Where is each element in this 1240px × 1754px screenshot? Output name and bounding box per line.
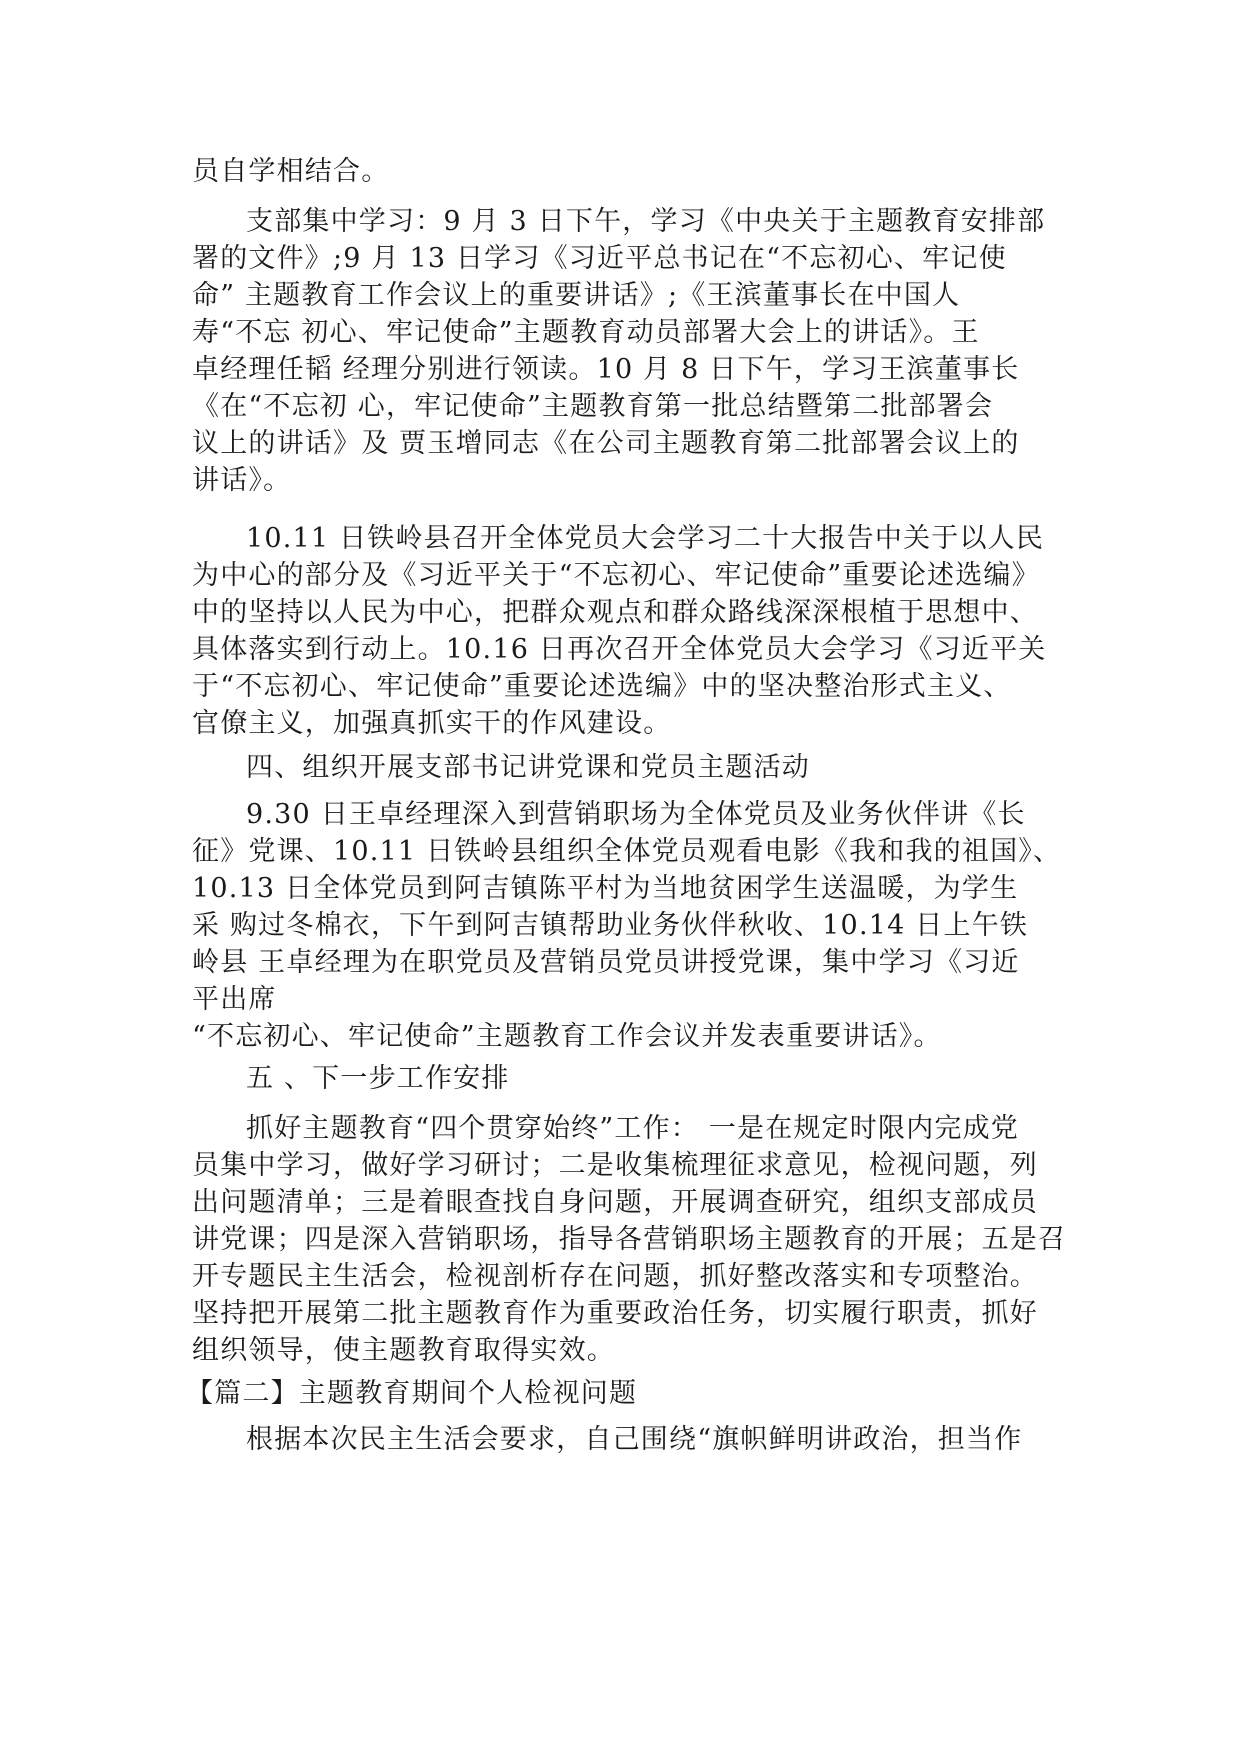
- paragraph-first-line: 根据本次民主生活会要求，自己围绕“旗帜鲜明讲政治，担当作: [246, 1424, 1023, 1455]
- text-line: 卓经理任韬 经理分别进行领读。10 月 8 日下午，学习王滨董事长: [192, 354, 1020, 385]
- text-line: 具体落实到行动上。10.16 日再次召开全体党员大会学习《习近平关: [192, 634, 1047, 665]
- text-line: 征》党课、10.11 日铁岭县组织全体党员观看电影《我和我的祖国》、: [192, 836, 1062, 867]
- text-line: 员集中学习，做好学习研讨；二是收集梳理征求意见，检视问题，列: [192, 1150, 1038, 1181]
- text-line: 官僚主义，加强真抓实干的作风建设。: [192, 708, 672, 739]
- text-line: 采 购过冬棉衣，下午到阿吉镇帮助业务伙伴秋收、10.14 日上午铁: [192, 910, 1029, 941]
- text-line: 组织领导，使主题教育取得实效。: [192, 1335, 615, 1366]
- text-line: 议上的讲话》及 贾玉增同志《在公司主题教育第二批部署会议上的: [192, 428, 1020, 459]
- paragraph-first-line: 10.11 日铁岭县召开全体党员大会学习二十大报告中关于以人民: [246, 523, 1045, 554]
- text-line: 开专题民主生活会，检视剖析存在问题，抓好整改落实和专项整治。: [192, 1261, 1038, 1292]
- text-line: 中的坚持以人民为中心，把群众观点和群众路线深深根植于思想中、: [192, 597, 1038, 628]
- text-line: 于“不忘初心、牢记使命”重要论述选编》中的坚决整治形式主义、: [192, 671, 1012, 702]
- section-heading: 五 、下一步工作安排: [246, 1063, 510, 1094]
- text-line: 岭县 王卓经理为在职党员及营销员党员讲授党课，集中学习《习近: [192, 947, 1020, 978]
- paragraph-first-line: 抓好主题教育“四个贯穿始终”工作： 一是在规定时限内完成党: [246, 1113, 1019, 1144]
- text-line: 为中心的部分及《习近平关于“不忘初心、牢记使命”重要论述选编》: [192, 560, 1040, 591]
- paragraph-first-line: 支部集中学习：9 月 3 日下午，学习《中央关于主题教育安排部: [246, 206, 1046, 237]
- text-line: 讲党课；四是深入营销职场，指导各营销职场主题教育的开展；五是召: [192, 1224, 1067, 1255]
- text-line: 署的文件》;9 月 13 日学习《习近平总书记在“不忘初心、牢记使: [192, 243, 1007, 274]
- section-title: 【篇二】主题教育期间个人检视问题: [186, 1378, 638, 1409]
- text-line: “不忘初心、牢记使命”主题教育工作会议并发表重要讲话》。: [192, 1021, 942, 1052]
- text-line: 出问题清单；三是着眼查找自身问题，开展调查研究，组织支部成员: [192, 1187, 1038, 1218]
- text-line: 平出席: [192, 984, 277, 1015]
- text-line: 10.13 日全体党员到阿吉镇陈平村为当地贫困学生送温暖，为学生: [192, 873, 1019, 904]
- text-line: 坚持把开展第二批主题教育作为重要政治任务，切实履行职责，抓好: [192, 1298, 1038, 1329]
- paragraph-first-line: 9.30 日王卓经理深入到营销职场为全体党员及业务伙伴讲《长: [246, 799, 1026, 830]
- text-line: 命” 主题教育工作会议上的重要讲话》;《王滨董事长在中国人: [192, 280, 961, 311]
- text-line: 寿“不忘 初心、牢记使命”主题教育动员部署大会上的讲话》。王: [192, 317, 980, 348]
- text-line: 员自学相结合。: [192, 156, 390, 187]
- section-heading: 四、组织开展支部书记讲党课和党员主题活动: [246, 752, 810, 783]
- text-line: 讲话》。: [192, 465, 292, 496]
- text-line: 《在“不忘初 心，牢记使命”主题教育第一批总结暨第二批部署会: [192, 391, 994, 422]
